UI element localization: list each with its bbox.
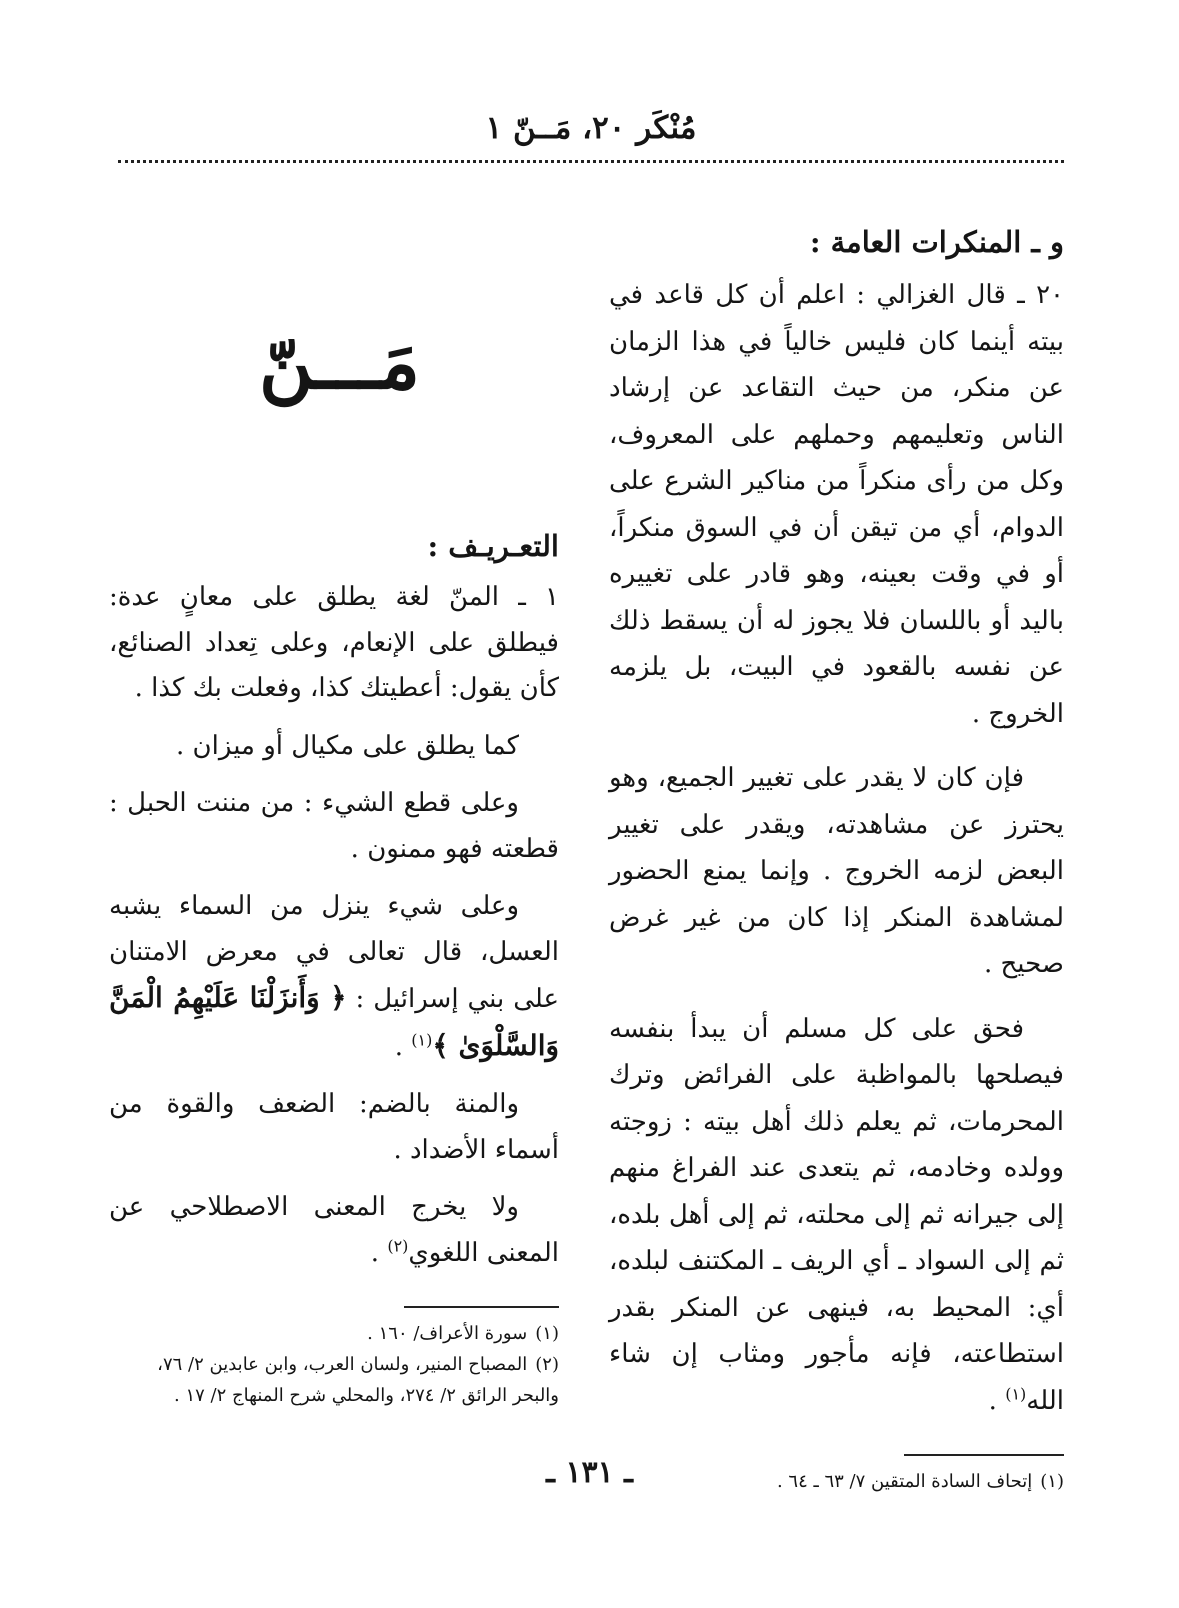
paragraph-lexical: ١ ـ المنّ لغة يطلق على معانٍ عدة: فيطلق على الإنعام، وعلى تِعداد الصنائع، كأن يقول: أعطيتك كذا، وفعلت بك كذا . [109, 582, 559, 703]
footnote-text: المصباح المنير، ولسان العرب، وابن عابدين ٢/ ٧٦، والبحر الرائق ٢/ ٢٧٤، والمحلي شرح المنهاج ٢/ ١٧ . [157, 1354, 559, 1406]
footnote-ref-2: (٢) [387, 1235, 409, 1255]
quran-verse: ﴿ وَأَنزَلْنَا عَلَيْهِمُ الْمَنَّ وَالسَّلْوَىٰ ﴾ [109, 981, 559, 1062]
paragraph-duty-text: فحق على كل مسلم أن يبدأ بنفسه فيصلحها بالمواظبة على الفرائض وترك المحرمات، ثم يعلم ذلك أهل بيته : زوجته وولده وخادمه، ثم يتعدى عند الفراغ منهم إلى جيرانه ثم إلى محلته، ثم إلى أهل بلده، ثم إلى السواد ـ أي الريف ـ المكتنف لبلده، أي: المحيط به، فينهى عن المنكر بقدر استطاعته، فإنه مأجور ومثاب إن شاء الله [609, 1013, 1064, 1416]
header-dotted-rule [118, 160, 1064, 163]
paragraph-technical-text: ولا يخرج المعنى الاصطلاحي عن المعنى اللغوي [109, 1192, 559, 1268]
footnote-text: إتحاف السادة المتقين ٧/ ٦٣ ـ ٦٤ . [776, 1471, 1033, 1492]
paragraph-manna-end: . [394, 1031, 412, 1062]
definition-heading: التعـريـف : [427, 529, 559, 563]
footnote-ref-1: (١) [1005, 1383, 1027, 1403]
paragraph-measure: كما يطلق على مكيال أو ميزان . [176, 730, 519, 761]
paragraph-duty [609, 1006, 1064, 1425]
right-column [609, 220, 1064, 1497]
page-number: ـ ١٣١ ـ [546, 1455, 633, 1490]
running-header: مُنْكَر ٢٠، مَــنّ ١ [485, 110, 697, 146]
section-heading-public-evils: و ـ المنكرات العامة : [809, 225, 1064, 259]
paragraph-duty-end: . [988, 1385, 1006, 1416]
footnote-rule [404, 1306, 559, 1308]
footnote-number: (١) [535, 1323, 559, 1344]
footnote-ref-1: (١) [411, 1029, 433, 1049]
paragraph-opposites: والمنة بالضم: الضعف والقوة من أسماء الأضداد . [109, 1089, 559, 1165]
paragraph-technical [109, 1185, 559, 1276]
paragraph-ghazali: ٢٠ ـ قال الغزالي : اعلم أن كل قاعد في بيته أينما كان فليس خالياً في هذا الزمان عن منكر، من حيث التقاعد عن إرشاد الناس وتعليمهم وحملهم على المعروف، وكل من رأى منكراً من مناكير الشرع على الدوام، أي من تيقن أن في السوق منكراً، أو في وقت بعينه، وهو قادر على تغييره باليد أو باللسان فلا يجوز له أن يسقط ذلك عن نفسه بالقعود في البيت، بل يلزمه الخروج . [609, 280, 1064, 729]
entry-title: مَـــنّ [258, 320, 420, 406]
paragraph-cutting: وعلى قطع الشيء : من مننت الحبل : قطعته فهو ممنون . [109, 788, 559, 864]
footnote-text: سورة الأعراف/ ١٦٠ . [367, 1323, 528, 1344]
footnote-item [109, 1318, 559, 1349]
footnote-number: (١) [1040, 1471, 1064, 1492]
paragraph-manna [109, 884, 559, 1070]
paragraph-technical-end: . [370, 1237, 388, 1268]
left-footnotes [109, 1306, 559, 1411]
footnote-number: (٢) [535, 1354, 559, 1375]
paragraph-inability: فإن كان لا يقدر على تغيير الجميع، وهو يحترز عن مشاهدته، ويقدر على تغيير البعض لزمه الخروج . وإنما يمنع الحضور لمشاهدة المنكر إذا كان من غير غرض صحيح . [609, 763, 1064, 979]
paragraph-manna-text: وعلى شيء ينزل من السماء يشبه العسل، قال تعالى في معرض الامتنان على بني إسرائيل : [109, 891, 560, 1014]
left-column [109, 575, 559, 1411]
footnote-item [109, 1349, 559, 1411]
